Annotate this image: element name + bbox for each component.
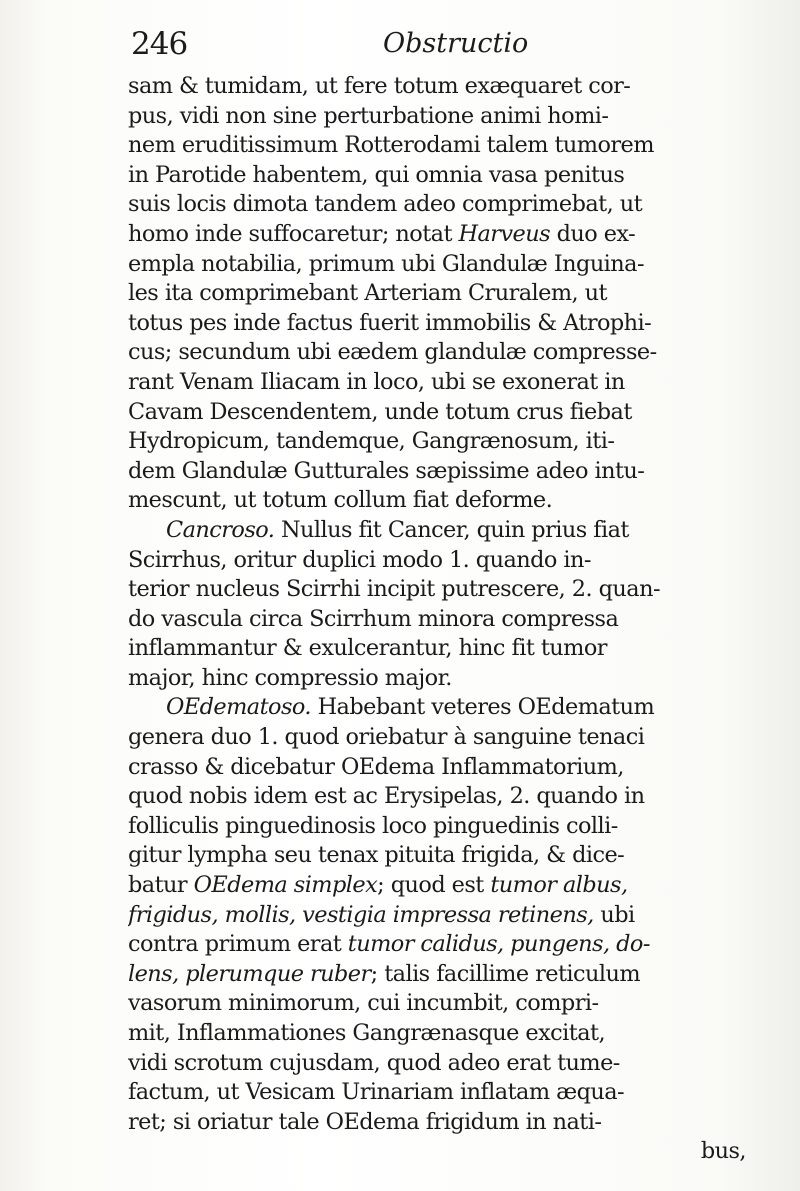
text-line	[128, 279, 768, 309]
text-segment: in Parotide habentem, qui omnia vasa penitus	[128, 161, 625, 188]
text-segment: inflammantur & exulcerantur, hinc fit tumor	[128, 635, 607, 662]
text-segment: batur	[128, 872, 194, 899]
text-segment: Scirrhus, oritur duplici modo 1. quando in-	[128, 546, 591, 573]
italic-text: Harveus	[458, 220, 551, 247]
italic-text: frigidus, mollis, vestigia impressa retinens,	[128, 901, 594, 928]
text-line	[128, 1049, 768, 1079]
text-line	[128, 901, 768, 931]
text-line	[128, 338, 768, 368]
text-segment: ubi	[593, 901, 635, 928]
text-segment: gitur lympha seu tenax pituita frigida, & dice-	[128, 842, 625, 869]
text-segment: rant Venam Iliacam in loco, ubi se exonerat in	[128, 368, 625, 395]
text-segment: empla notabilia, primum ubi Glandulæ Inguina-	[128, 250, 644, 277]
body-text	[128, 72, 768, 1167]
text-line	[128, 516, 768, 546]
text-line	[128, 634, 768, 664]
text-line	[128, 1108, 768, 1138]
text-segment: duo ex-	[550, 220, 636, 247]
text-line	[128, 960, 768, 990]
text-line	[128, 546, 768, 576]
running-title: Obstructio	[383, 28, 529, 59]
text-line	[128, 131, 768, 161]
text-segment: crasso & dicebatur OEdema Inflammatorium,	[128, 753, 624, 780]
text-line	[128, 664, 768, 694]
text-line	[128, 605, 768, 635]
text-line	[128, 102, 768, 132]
text-segment: do vascula circa Scirrhum minora compressa	[128, 605, 619, 632]
text-segment: ; talis facillime reticulum	[370, 960, 641, 987]
text-segment: ; quod est	[377, 872, 491, 899]
running-head	[131, 22, 551, 66]
text-segment: vasorum minimorum, cui incumbit, compri-	[128, 990, 599, 1017]
text-segment: Habebant veteres OEdematum	[311, 694, 655, 721]
text-segment: pus, vidi non sine perturbatione animi homi-	[128, 102, 609, 129]
text-segment: Nullus fit Cancer, quin prius fiat	[274, 516, 629, 543]
text-line	[128, 1019, 768, 1049]
text-segment: homo inde suffocaretur; notat	[128, 220, 459, 247]
text-segment: contra primum erat	[128, 931, 348, 958]
italic-text: OEdema simplex	[193, 872, 378, 899]
text-line	[128, 1137, 768, 1167]
italic-text: Cancroso.	[166, 516, 275, 543]
text-line	[128, 368, 768, 398]
text-line	[128, 457, 768, 487]
text-line	[128, 723, 768, 753]
text-segment: Cavam Descendentem, unde totum crus fiebat	[128, 398, 632, 425]
text-line	[128, 190, 768, 220]
text-segment: cus; secundum ubi eædem glandulæ compresse-	[128, 339, 657, 366]
text-segment: suis locis dimota tandem adeo comprimebat, ut	[128, 191, 643, 218]
text-line	[128, 250, 768, 280]
text-segment: ret; si oriatur tale OEdema frigidum in nati-	[128, 1108, 602, 1135]
text-line	[128, 782, 768, 812]
text-line	[128, 220, 768, 250]
text-line	[128, 871, 768, 901]
text-segment: Hydropicum, tandemque, Gangrænosum, iti-	[128, 428, 615, 455]
text-line	[128, 309, 768, 339]
text-segment: mescunt, ut totum collum fiat deforme.	[128, 487, 553, 514]
text-segment: bus,	[700, 1138, 746, 1165]
text-line	[128, 812, 768, 842]
text-segment: vidi scrotum cujusdam, quod adeo erat tume-	[128, 1049, 620, 1076]
text-line	[128, 398, 768, 428]
italic-text: lens, plerumque ruber	[128, 960, 371, 987]
page-number: 246	[131, 26, 188, 62]
text-line	[128, 841, 768, 871]
text-line	[128, 575, 768, 605]
text-segment: terior nucleus Scirrhi incipit putrescere, 2. quan-	[128, 576, 660, 603]
italic-text: tumor albus,	[490, 872, 628, 899]
text-segment: folliculis pinguedinosis loco pinguedinis colli-	[128, 812, 618, 839]
text-line	[128, 486, 768, 516]
text-segment: quod nobis idem est ac Erysipelas, 2. quando in	[128, 783, 645, 810]
text-line	[128, 753, 768, 783]
text-segment: dem Glandulæ Gutturales sæpissime adeo intu-	[128, 457, 645, 484]
italic-text: OEdematoso.	[166, 694, 311, 721]
text-line	[128, 427, 768, 457]
text-segment: genera duo 1. quod oriebatur à sanguine tenaci	[128, 724, 645, 751]
text-segment: nem eruditissimum Rotterodami talem tumorem	[128, 132, 654, 159]
text-segment: les ita comprimebant Arteriam Cruralem, ut	[128, 280, 607, 307]
text-line	[128, 1078, 768, 1108]
italic-text: tumor calidus, pungens, do-	[347, 931, 650, 958]
text-line	[128, 693, 768, 723]
text-segment: mit, Inflammationes Gangrænasque excitat,	[128, 1020, 606, 1046]
text-line	[128, 72, 768, 102]
text-segment: totus pes inde factus fuerit immobilis & Atrophi-	[128, 309, 652, 336]
text-segment: sam & tumidam, ut fere totum exæquaret cor-	[128, 73, 631, 99]
text-line	[128, 161, 768, 191]
text-line	[128, 989, 768, 1019]
text-segment: factum, ut Vesicam Urinariam inflatam æqua-	[128, 1079, 625, 1106]
text-line	[128, 930, 768, 960]
text-segment: major, hinc compressio major.	[128, 664, 452, 691]
